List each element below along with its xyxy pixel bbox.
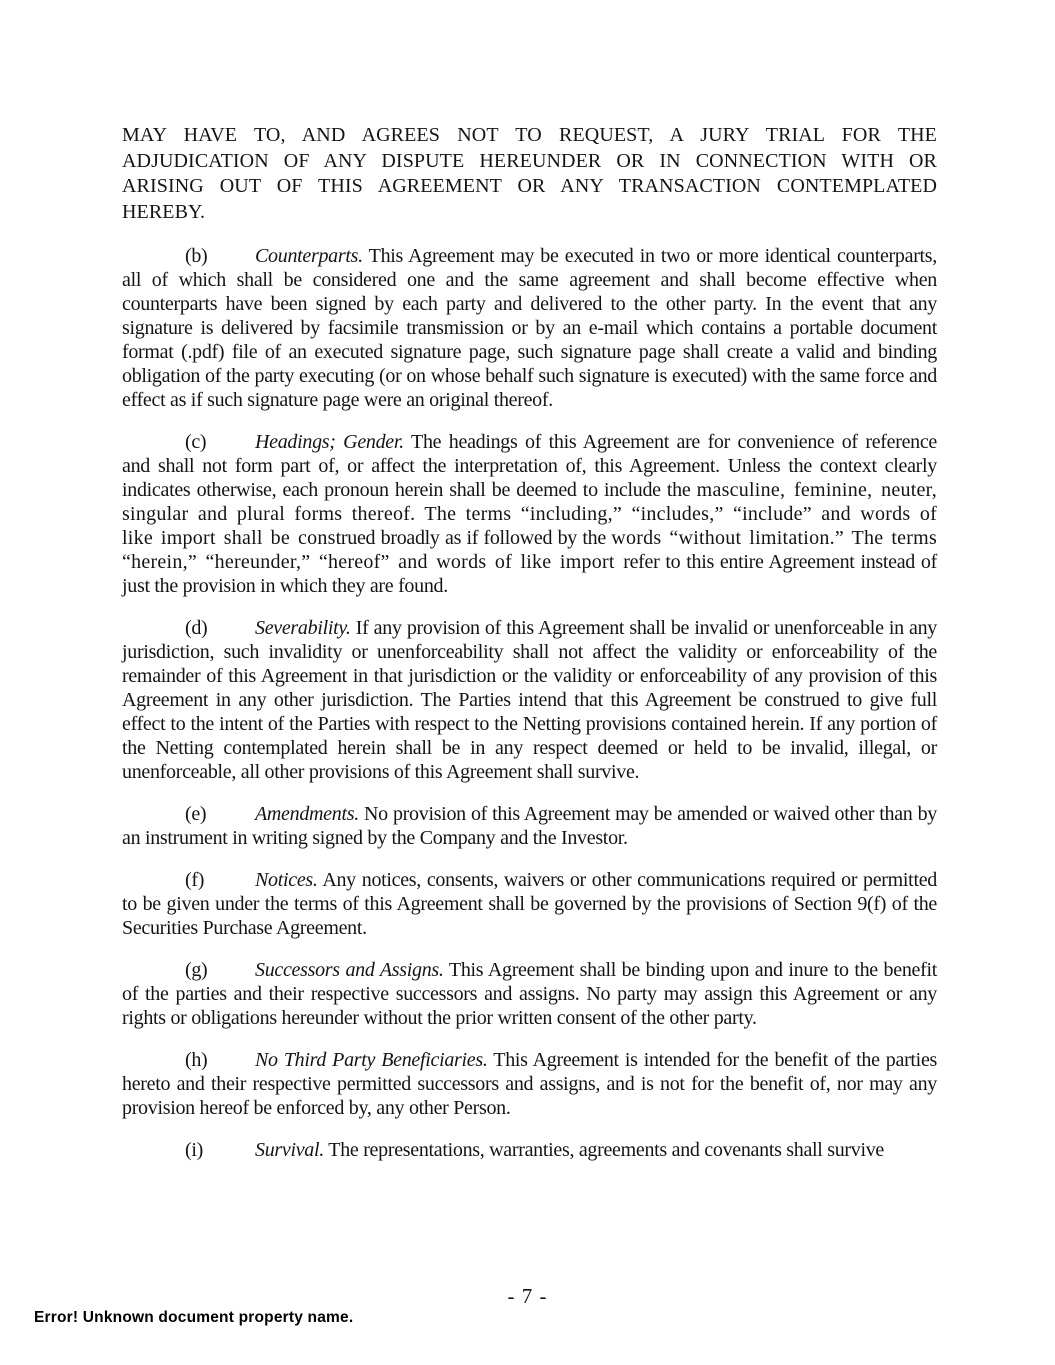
paragraph-letter: (b) [185,245,208,267]
paragraph-severability [122,616,937,784]
paragraph-heading: Successors and Assigns. [255,959,444,981]
paragraph-body: Any notices, consents, waivers or other communications required or permitted to be given under the terms of this Agreement shall be governed by the provisions of Section 9(f) of the Securities Purchase Agreement. [122,869,937,939]
paragraph-body: This Agreement shall be binding upon and inure to the benefit of the parties and their respective successors and assigns. No party may assign this Agreement or any rights or obligations hereunder without the prior written consent of the other party. [122,959,937,1029]
paragraph-survival [122,1138,937,1162]
paragraph-letter: (e) [185,803,207,825]
paragraph-body: This Agreement may be executed in two or more identical counterparts, all of which shall be considered one and the same agreement and shall become effective when counterparts have been signed by each party and delivered to the other party. In the event that any signature is delivered by facsimile transmission or by an e-mail which contains a portable document format (.pdf) file of an executed signature page, such signature page shall create a valid and binding obligation of the party executing (or on whose behalf such signature is executed) with the same force and effect as if such signature page were an original thereof. [122,245,937,411]
paragraph-letter: (d) [185,617,208,639]
paragraph-letter: (h) [185,1049,208,1071]
paragraph-letter: (i) [185,1139,203,1161]
paragraph-heading: Notices. [255,869,318,891]
paragraph-successors-assigns [122,958,937,1030]
paragraph-notices [122,868,937,940]
paragraph-body-mid: trued broadly as if followed by the [335,527,612,549]
paragraph-heading: No Third Party Beneficiaries. [255,1049,488,1071]
paragraph-body-pre: The headings of this Agreement are for convenience of reference and shall not form part of, or affect the interpretation of, this Agreement. Unless the context clearly indicates otherwise, each pronoun herein shall be deemed to include the [122,431,938,501]
paragraph-heading: Severability. [255,617,351,639]
paragraph-letter: (c) [185,431,207,453]
paragraph-heading: Survival. [255,1139,324,1161]
paragraph-body-alt2: words “without limitation.” The terms “herein,” “hereunder,” “hereof” and words of like import [122,527,938,573]
paragraph-heading: Counterparts. [255,245,363,267]
paragraph-amendments [122,802,937,850]
paragraph-body-alt1: masculine, feminine, neuter, singular and plural forms thereof. The terms “including,” “includes,” “include” and words of like import shall be cons [122,479,937,549]
footer-error-text: Error! Unknown document property name. [34,1309,354,1326]
paragraph-body: No provision of this Agreement may be amended or waived other than by an instrument in writing signed by the Company and the Investor. [122,803,938,849]
paragraph-letter: (g) [185,959,208,981]
paragraph-heading: Amendments. [255,803,359,825]
continuation-paragraph: MAY HAVE TO, AND AGREES NOT TO REQUEST, A JURY TRIAL FOR THE ADJUDICATION OF ANY DISPUTE HEREUNDER OR IN CONNECTION WITH OR ARISING OUT OF THIS AGREEMENT OR ANY TRANSACTION CONTEMPLATED HEREBY. [122,124,937,223]
page-number: - 7 - [507,1284,548,1308]
paragraph-letter: (f) [185,869,205,891]
paragraph-headings-gender [122,430,937,598]
paragraph-heading: Headings; Gender. [255,431,404,453]
paragraph-body: If any provision of this Agreement shall be invalid or unenforceable in any jurisdiction, such invalidity or unenforceability shall not affect the validity or enforceability of the remainder of this Agreement in that jurisdiction or the validity or enforceability of any provision of this Agreement in any other jurisdiction. The Parties intend that this Agreement be construed to give full effect to the intent of the Parties with respect to the Netting provisions contained herein. If any portion of the Netting contemplated herein shall be in any respect deemed or held to be invalid, illegal, or unenforceable, all other provisions of this Agreement shall survive. [122,617,938,783]
paragraph-body: The representations, warranties, agreements and covenants shall survive [328,1139,885,1161]
paragraph-no-third-party-beneficiaries [122,1048,937,1120]
paragraph-counterparts [122,244,937,412]
paragraph-body: This Agreement is intended for the benefit of the parties hereto and their respective permitted successors and assigns, and is not for the benefit of, nor may any provision hereof be enforced by, any other Person. [122,1049,937,1119]
paragraph-body-post: refer to this entire Agreement instead of just the provision in which they are found. [122,551,937,597]
